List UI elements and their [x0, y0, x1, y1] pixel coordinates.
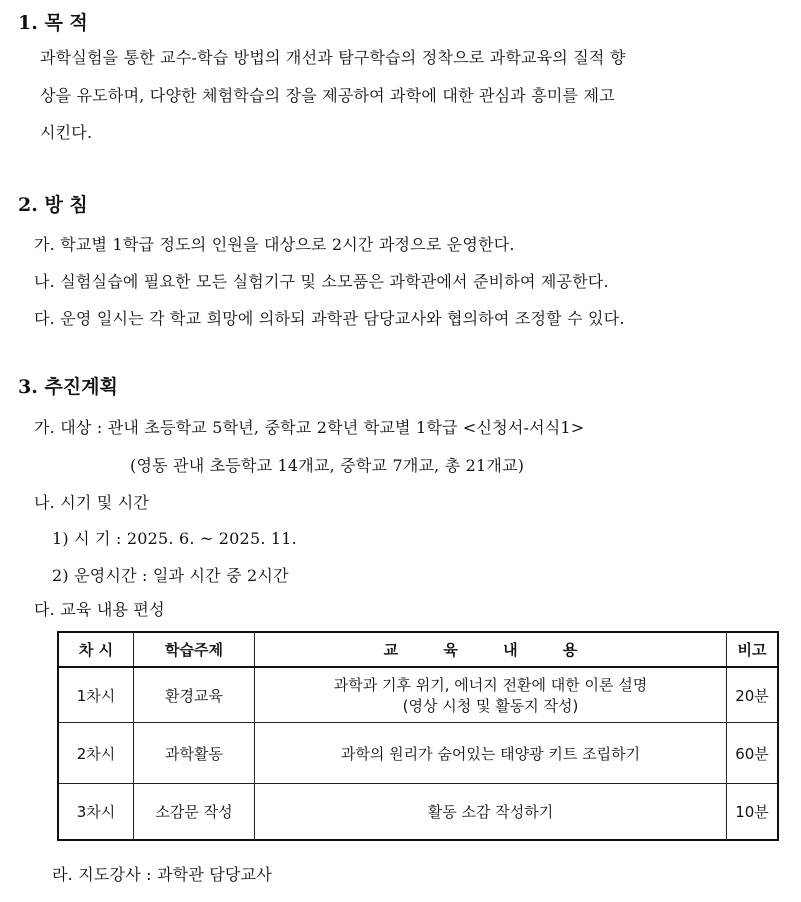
purpose-line-2: 상을 유도하며, 다양한 체험학습의 장을 제공하여 과학에 대한 관심과 흥미를 제고	[40, 86, 615, 105]
section-2-title: 2. 방 침	[18, 194, 88, 216]
header-note: 비고	[727, 632, 779, 667]
cell-content: 활동 소감 작성하기	[255, 784, 727, 841]
section-3-title: 3. 추진계획	[18, 376, 118, 398]
cell-topic: 환경교육	[134, 667, 255, 723]
curriculum-table	[57, 631, 779, 841]
time-heading: 나. 시기 및 시간	[34, 493, 150, 512]
purpose-line-3: 시킨다.	[40, 123, 93, 142]
header-topic: 학습주제	[134, 632, 255, 667]
cell-content	[255, 667, 727, 723]
header-content: 교 육 내 용	[255, 632, 727, 667]
cell-note: 20분	[727, 667, 779, 723]
cell-topic: 소감문 작성	[134, 784, 255, 841]
cell-note: 60분	[727, 723, 779, 784]
content-heading: 다. 교육 내용 편성	[34, 600, 165, 619]
table-row	[58, 723, 778, 784]
cell-topic: 과학활동	[134, 723, 255, 784]
policy-item-c: 다. 운영 일시는 각 학교 희망에 의하되 과학관 담당교사와 협의하여 조정할 수 있다.	[34, 309, 625, 328]
table-row	[58, 667, 778, 723]
period-line: 1) 시 기 : 2025. 6. ~ 2025. 11.	[52, 529, 297, 548]
instructor-line: 라. 지도강사 : 과학관 담당교사	[52, 865, 272, 884]
section-1-title: 1. 목 적	[18, 12, 88, 34]
cell-session: 2차시	[58, 723, 134, 784]
table-row	[58, 784, 778, 841]
policy-item-b: 나. 실험실습에 필요한 모든 실험기구 및 소모품은 과학관에서 준비하여 제공한다.	[34, 272, 609, 291]
policy-item-a: 가. 학교별 1학급 정도의 인원을 대상으로 2시간 과정으로 운영한다.	[34, 235, 515, 254]
cell-content-line: (영상 시청 및 활동지 작성)	[402, 697, 579, 715]
purpose-line-1: 과학실험을 통한 교수-학습 방법의 개선과 탐구학습의 정착으로 과학교육의 질적 향	[40, 48, 626, 67]
cell-session: 1차시	[58, 667, 134, 723]
table-header-row	[58, 632, 778, 667]
cell-session: 3차시	[58, 784, 134, 841]
target-line: 가. 대상 : 관내 초등학교 5학년, 중학교 2학년 학교별 1학급 <신청서-서식1>	[34, 418, 585, 437]
header-session: 차 시	[58, 632, 134, 667]
cell-content-line: 과학과 기후 위기, 에너지 전환에 대한 이론 설명	[333, 676, 648, 694]
cell-content: 과학의 원리가 숨어있는 태양광 키트 조립하기	[255, 723, 727, 784]
cell-note: 10분	[727, 784, 779, 841]
target-sub-line: (영동 관내 초등학교 14개교, 중학교 7개교, 총 21개교)	[130, 456, 525, 475]
duration-line: 2) 운영시간 : 일과 시간 중 2시간	[52, 566, 289, 585]
